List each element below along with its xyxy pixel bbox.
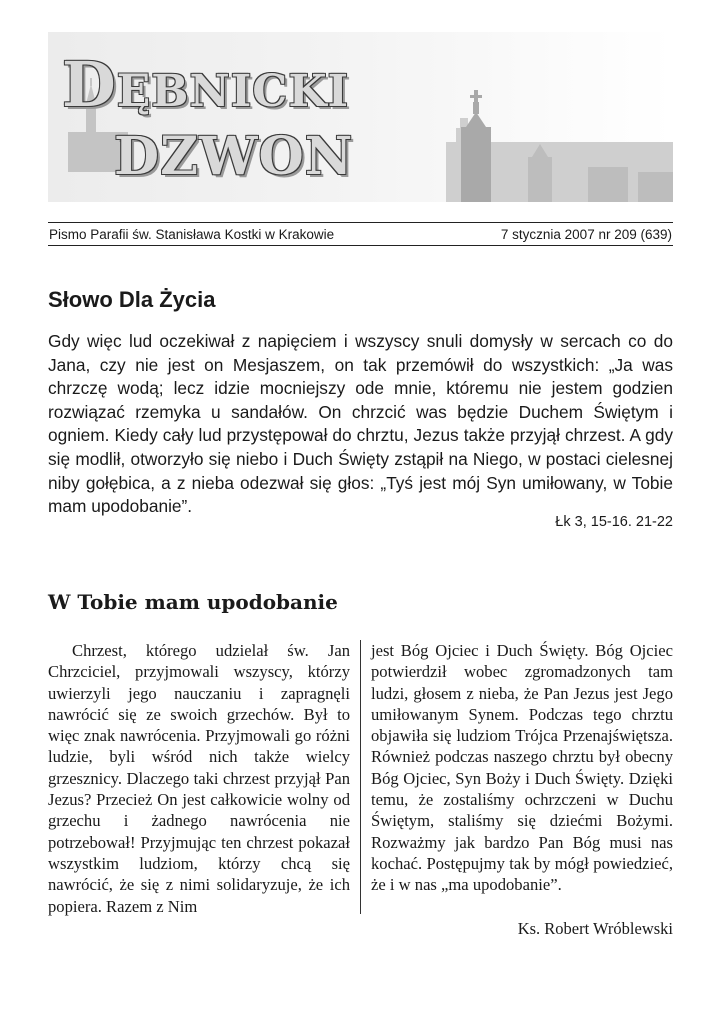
masthead bbox=[48, 32, 673, 202]
masthead-initial: D bbox=[62, 48, 117, 121]
gospel-text: Gdy więc lud oczekiwał z napięciem i wszyscy snuli domysły w sercach co do Jana, czy nie jest on Mesjaszem, on tak przemówił do wszystkich: „Ja was chrzczę wodą; lecz idzie mocniejszy ode mnie, któremu nie jestem godzien rozwiązać rzemyka u sandałów. On chrzcić was będzie Duchem Świętym i ogniem. Kiedy cały lud przystępował do chrztu, Jezus także przyjął chrzest. A gdy się modlił, otworzyło się niebo i Duch Święty zstąpił na Niego, w postaci cielesnej niby gołębica, a z nieba odezwał się głos: „Tyś jest mój Syn umiłowany, w Tobie mam upodobanie”. bbox=[48, 331, 673, 517]
issue-text: 7 stycznia 2007 nr 209 (639) bbox=[500, 226, 672, 242]
column-divider bbox=[360, 640, 361, 914]
gospel-citation: Łk 3, 15-16. 21-22 bbox=[555, 514, 673, 530]
article-heading: W Tobie mam upodobanie bbox=[48, 590, 338, 614]
masthead-title-line2: DZWON bbox=[114, 126, 354, 187]
publisher-text: Pismo Parafii św. Stanisława Kostki w Krakowie bbox=[49, 226, 335, 242]
info-bar bbox=[48, 222, 673, 246]
masthead-title-line1 bbox=[62, 48, 349, 121]
masthead-title-rest: ĘBNICKI bbox=[116, 66, 350, 117]
word-for-life-heading: Słowo Dla Życia bbox=[48, 287, 216, 312]
article-column-left: Chrzest, którego udzielał św. Jan Chrzciciel, przyjmowali wszyscy, którzy uwierzyli jego nauczaniu i zapragnęli nawrócić się ze swoich grzechów. Był to więc znak nawrócenia. Przyjmowali go różni ludzie, byli wśród nich także wielcy grzesznicy. Dlaczego taki chrzest przyjął Pan Jezus? Przecież On jest całkowicie wolny od grzechu i żadnego nawrócenia nie potrzebował! Przyjmując ten chrzest pokazał wszystkim ludziom, którzy chcą się nawrócić, że się z nimi solidaryzuje, że ich popiera. Razem z Nim bbox=[48, 641, 350, 916]
article-author: Ks. Robert Wróblewski bbox=[517, 919, 673, 938]
article-column-right: jest Bóg Ojciec i Duch Święty. Bóg Ojciec potwierdził wobec zgromadzonych tam ludzi, głosem z nieba, że Pan Jezus jest Jego umiłowanym Synem. Podczas tego chrztu objawiła się ludziom Trójca Przenajświętsza. Również podczas naszego chrztu był obecny Bóg Ojciec, Syn Boży i Duch Święty. Dzięki temu, że zostaliśmy ochrzczeni w Duchu Świętym, staliśmy się dziećmi Bożymi. Rozważmy jak bardzo Pan Bóg musi nas kochać. Postępujmy tak by mógł powiedzieć, że i w nas „ma upodobanie”. bbox=[371, 641, 673, 895]
